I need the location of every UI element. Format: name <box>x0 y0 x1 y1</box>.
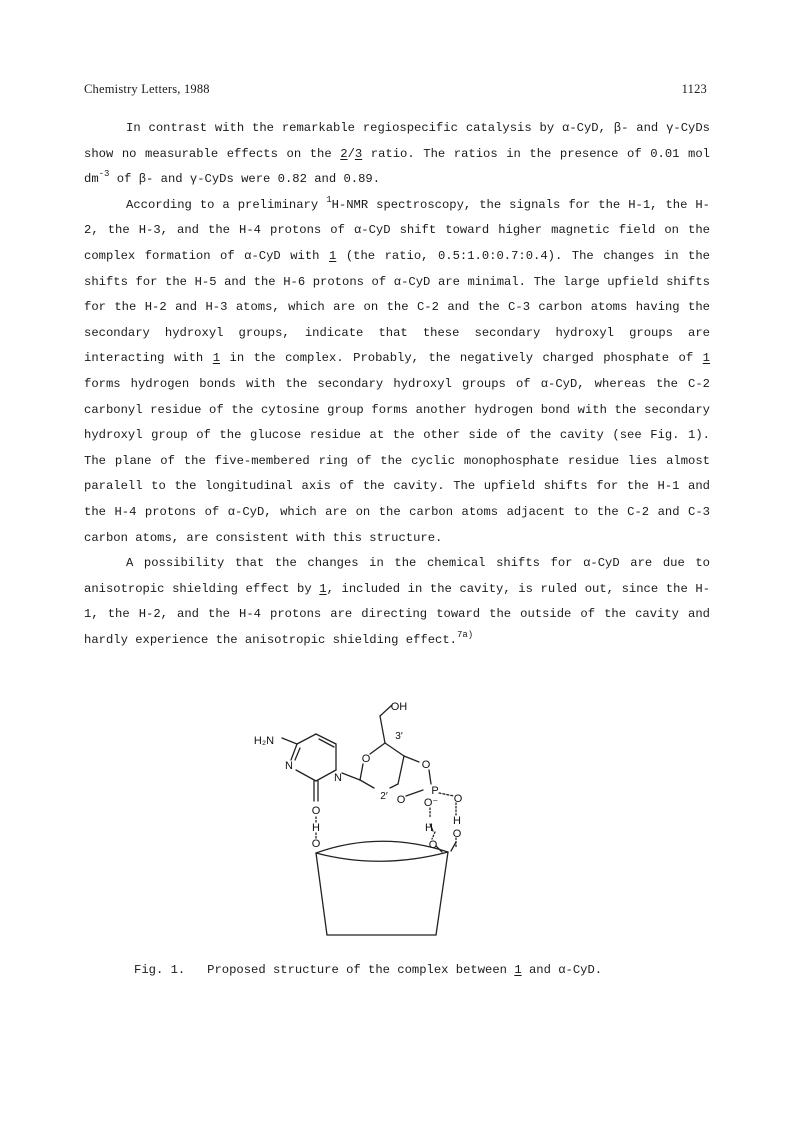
label-o-phos-top: O <box>421 759 431 771</box>
exponent: -3 <box>98 169 110 180</box>
label-2-prime: 2′ <box>380 791 388 802</box>
compound-ref-1: 1 <box>319 581 327 596</box>
label-n1: N <box>334 772 342 784</box>
compound-ref-1: 1 <box>514 963 522 977</box>
label-h-mid: H <box>425 822 433 834</box>
p2-text-c: (the ratio, 0.5:1.0:0.7:0.4). The changes in the shifts for the H-5 and the H-6 protons of α-CyD are minimal. The large upfield shifts for the H-2 and H-3 atoms, which are on the C-2 and the C-3 carbon atoms having the secondary hydroxyl groups, indicate that these secondary hydroxyl groups are interacting with <box>84 248 710 366</box>
compound-ref-3: 3 <box>354 146 363 161</box>
p3-text-b: , included in the cavity, is ruled out, since the H-1, the H-2, and the H-4 protons are directing toward the outside of the cavity and hardly experience the anisotropic shielding effect. <box>84 581 711 647</box>
paragraph-3 <box>84 551 710 653</box>
compound-ref-1: 1 <box>328 248 337 263</box>
page-number: 1123 <box>681 82 707 96</box>
complex-structure-diagram <box>230 700 490 950</box>
label-o-carbonyl: O <box>311 805 321 817</box>
p2-text-a: According to a preliminary <box>126 197 327 212</box>
label-o-cyd-right: O <box>452 828 462 840</box>
p1-text-b: ratio. The ratios in the presence of 0.01 mol dm <box>84 146 710 187</box>
label-p: P <box>431 785 439 797</box>
compound-ref-2: 2 <box>340 146 348 161</box>
label-h2n: H₂N <box>253 735 275 747</box>
caption-suffix: and α-CyD. <box>521 963 603 977</box>
p2-text-d: in the complex. Probably, the negatively charged phosphate of <box>220 351 703 366</box>
paragraph-2 <box>84 193 710 551</box>
compound-ref-1: 1 <box>702 351 710 366</box>
label-o-ribose: O <box>361 753 371 765</box>
label-3-prime: 3′ <box>395 731 403 742</box>
compound-ref-1: 1 <box>212 351 221 366</box>
label-n3: N <box>285 760 293 772</box>
label-o-minus: O⁻ <box>423 797 439 809</box>
label-o-phos-bottom: O <box>396 794 406 806</box>
nmr-superscript: 1 <box>326 194 332 205</box>
p1-text-c: of β- and γ-CyDs were 0.82 and 0.89. <box>109 172 381 187</box>
p3-text-a: A possibility that the changes in the chemical shifts for α-CyD are due to anisotropic shielding effect by <box>84 556 710 596</box>
label-o-cyd-left: O <box>311 838 321 850</box>
figure-1 <box>230 700 490 950</box>
body-text <box>84 116 710 653</box>
ratio-slash: / <box>347 146 355 161</box>
label-o-phos-right: O <box>453 793 463 805</box>
journal-header: Chemistry Letters, 1988 <box>84 82 210 96</box>
label-h-right: H <box>453 815 461 827</box>
reference-7a: 7a) <box>457 629 474 640</box>
label-oh: OH <box>390 701 408 713</box>
p2-text-b: H-NMR spectroscopy, the signals for the H-1, the H-2, the H-3, and the H-4 protons of α-CyD shift toward higher magnetic field on the complex formation of α-CyD with <box>84 197 710 263</box>
figure-caption <box>134 963 654 977</box>
p1-text-a: In contrast with the remarkable regiospecific catalysis by α-CyD, β- and γ-CyDs show no measurable effects on the <box>84 121 710 161</box>
label-h-left: H <box>312 822 320 834</box>
p2-text-e: forms hydrogen bonds with the secondary hydroxyl groups of α-CyD, whereas the C-2 carbonyl residue of the cytosine group forms another hydrogen bond with the secondary hydroxyl group of the glucose residue at the other side of the cavity (see Fig. 1). The plane of the five-membered ring of the cyclic monophosphate residue lies almost paralell to the longitudinal axis of the cavity. The upfield shifts for the H-1 and the H-4 protons of α-CyD, which are on the carbon atoms adjacent to the C-2 and C-3 carbon atoms, are consistent with this structure. <box>84 376 710 545</box>
label-o-cyd-mid: O <box>428 839 438 851</box>
paragraph-1 <box>84 116 710 193</box>
caption-prefix: Fig. 1. Proposed structure of the complex between <box>134 963 515 977</box>
